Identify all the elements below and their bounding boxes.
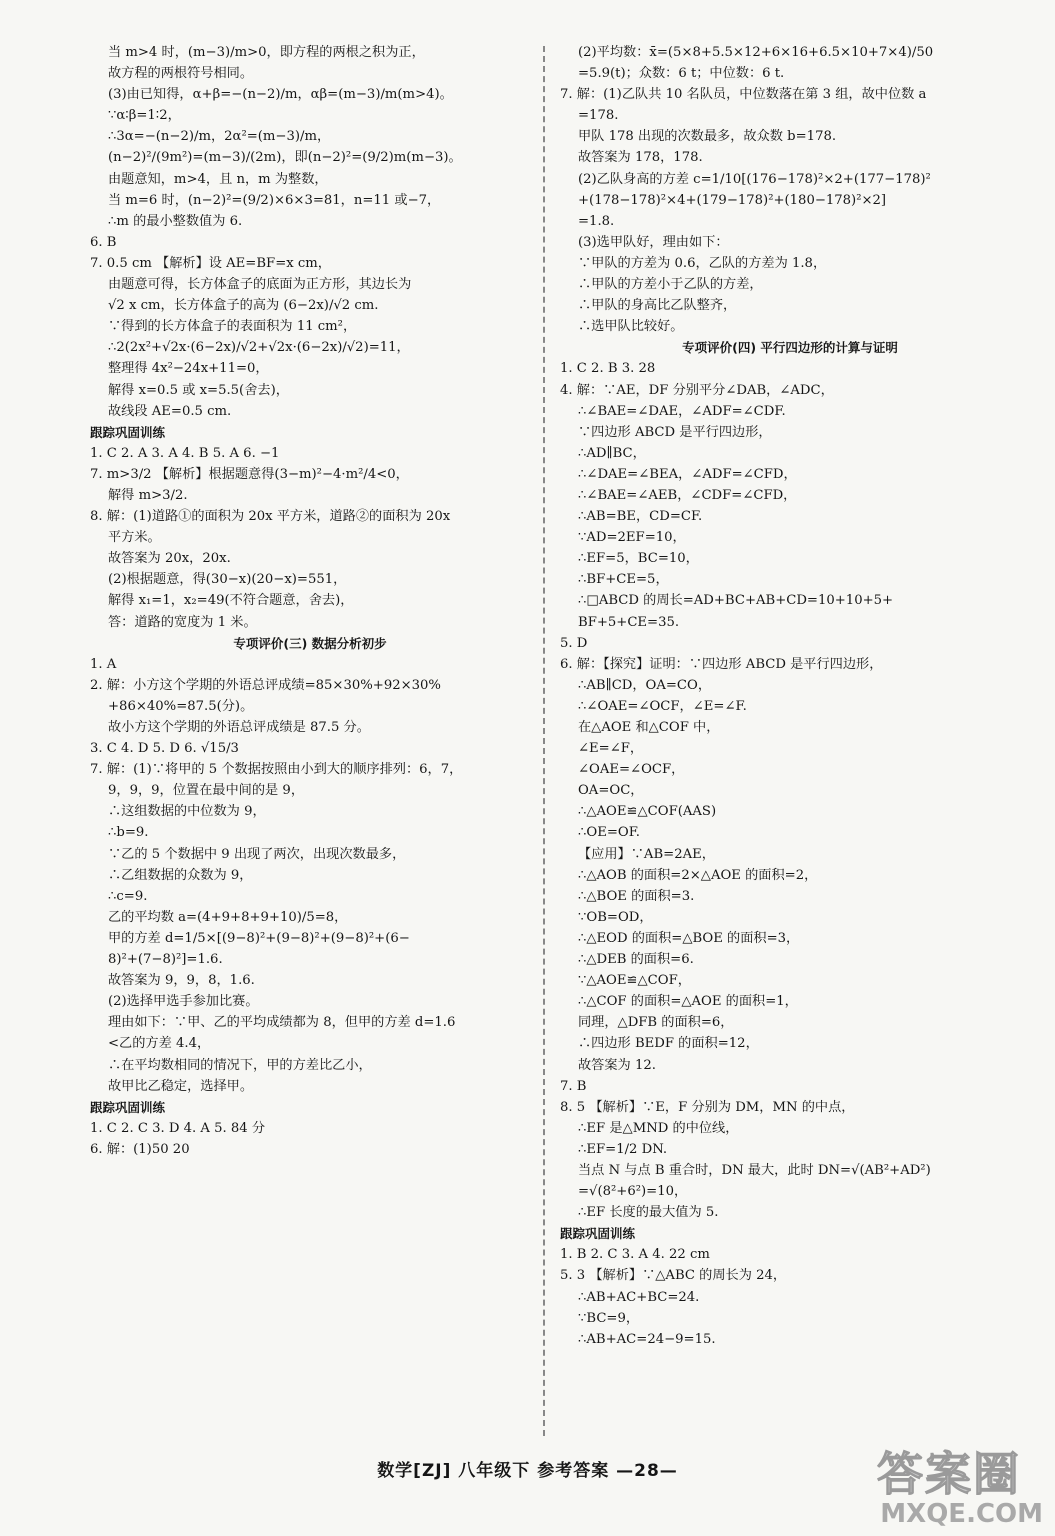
- answer-line: 8)²+(7−8)²]=1.6.: [108, 952, 223, 968]
- answer-line: 7. 0.5 cm 【解析】设 AE=BF=x cm，: [90, 255, 331, 271]
- answer-line: 故答案为 12.: [578, 1057, 656, 1073]
- answer-line: 1. B 2. C 3. A 4. 22 cm: [560, 1247, 710, 1263]
- page-footer: 数学[ZJ] 八年级下 参考答案 —28—: [377, 1461, 678, 1481]
- answer-line: ∴△AOB 的面积=2×△AOE 的面积=2，: [578, 867, 818, 883]
- right-column: [560, 42, 1020, 1350]
- answer-line: ∴OE=OF.: [578, 825, 640, 841]
- answer-line: 7. m>3/2 【解析】根据题意得(3−m)²−4·m²/4<0，: [90, 466, 409, 482]
- answer-line: 整理得 4x²−24x+11=0，: [108, 361, 269, 377]
- answer-line: =178.: [578, 108, 619, 124]
- left-column: [90, 42, 530, 1160]
- answer-line: ∴c=9.: [108, 888, 148, 904]
- answer-line: 理由如下：∵甲、乙的平均成绩都为 8，但甲的方差 d=1.6: [108, 1015, 456, 1031]
- answer-line: ∴∠BAE=∠AEB，∠CDF=∠CFD，: [578, 487, 797, 503]
- answer-line: ∵α∶β=1∶2，: [108, 108, 181, 124]
- answer-line: 解得 x₁=1，x₂=49(不符合题意，舍去)，: [108, 593, 354, 609]
- answer-line: 8. 5 【解析】∵E，F 分别为 DM，MN 的中点，: [560, 1099, 855, 1115]
- answer-line: (3)选甲队好，理由如下：: [578, 234, 729, 250]
- answer-line: ∴EF 长度的最大值为 5.: [578, 1205, 719, 1221]
- answer-line: ∴m 的最小整数值为 6.: [108, 213, 243, 229]
- answer-line: ∴EF=1/2 DN.: [578, 1141, 668, 1157]
- answer-line: ∴3α=−(n−2)/m，2α²=(m−3)/m，: [108, 129, 331, 145]
- answer-line: ∴EF=5，BC=10，: [578, 551, 699, 567]
- answer-line: ∵甲队的方差为 0.6，乙队的方差为 1.8，: [578, 255, 827, 271]
- answer-line: ∴∠DAE=∠BEA，∠ADF=∠CFD，: [578, 466, 797, 482]
- answer-line: ∴△DEB 的面积=6.: [578, 952, 694, 968]
- answer-line: ∴甲队的身高比乙队整齐，: [578, 298, 737, 314]
- answer-line: 6. B: [90, 234, 117, 250]
- answer-line: (3)由已知得，α+β=−(n−2)/m，αβ=(m−3)/m(m>4)。: [108, 87, 453, 103]
- answer-line: 6. 解：【探究】证明：∵四边形 ABCD 是平行四边形，: [560, 656, 883, 672]
- subsection-heading: 跟踪巩固训练: [560, 1226, 636, 1242]
- answer-line: 1. C 2. C 3. D 4. A 5. 84 分: [90, 1120, 266, 1136]
- answer-line: ∴BF+CE=5，: [578, 572, 669, 588]
- answer-line: (2)选择甲选手参加比赛。: [108, 994, 259, 1010]
- answer-line: 7. 解：(1)∵将甲的 5 个数据按照由小到大的顺序排列：6，7，: [90, 762, 463, 778]
- answer-line: (2)根据题意，得(30−x)(20−x)=551，: [108, 572, 347, 588]
- answer-line: (2)乙队身高的方差 c=1/10[(176−178)²×2+(177−178)²: [578, 171, 931, 187]
- answer-line: ∵OB=OD，: [578, 909, 653, 925]
- answer-line: ∴这组数据的中位数为 9，: [108, 804, 266, 820]
- answer-line: 由题意知，m>4，且 n，m 为整数，: [108, 171, 328, 187]
- answer-line: 1. C 2. A 3. A 4. B 5. A 6. −1: [90, 445, 280, 461]
- answer-line: 故答案为 20x，20x.: [108, 551, 231, 567]
- answer-line: ∴b=9.: [108, 825, 149, 841]
- answer-line: 故答案为 9，9，8，1.6.: [108, 973, 255, 989]
- answer-line: (n−2)²/(9m²)=(m−3)/(2m)，即(n−2)²=(9/2)m(m−3)。: [108, 150, 462, 166]
- answer-line: ∴△COF 的面积=△AOE 的面积=1，: [578, 994, 798, 1010]
- watermark-url: MXQE.COM: [880, 1499, 1043, 1529]
- answer-line: 9，9，9，位置在最中间的是 9，: [108, 783, 305, 799]
- answer-line: 解得 m>3/2.: [108, 487, 188, 503]
- answer-line: 7. 解：(1)乙队共 10 名队员，中位数落在第 3 组，故中位数 a: [560, 87, 927, 103]
- answer-line: 5. 3 【解析】∵△ABC 的周长为 24，: [560, 1268, 787, 1284]
- answer-line: ∴AD∥BC，: [578, 445, 646, 461]
- answer-line: 【应用】∵AB=2AE，: [578, 846, 715, 862]
- answer-line: 2. 解：小方这个学期的外语总评成绩=85×30%+92×30%: [90, 677, 441, 693]
- answer-line: 当 m>4 时，(m−3)/m>0，即方程的两根之积为正，: [108, 45, 425, 60]
- answer-line: 3. C 4. D 5. D 6. √15/3: [90, 741, 239, 757]
- answer-line: ∴∠BAE=∠DAE，∠ADF=∠CDF.: [578, 403, 786, 419]
- answer-line: BF+5+CE=35.: [578, 614, 680, 630]
- answer-line: 乙的平均数 a=(4+9+8+9+10)/5=8，: [108, 909, 348, 925]
- answer-line: 甲的方差 d=1/5×[(9−8)²+(9−8)²+(9−8)²+(6−: [108, 930, 410, 946]
- answer-line: +(178−178)²×4+(179−178)²+(180−178)²×2]: [578, 192, 887, 208]
- answer-line: =1.8.: [578, 213, 615, 229]
- answer-line: ∴EF 是△MND 的中位线，: [578, 1120, 739, 1136]
- answer-line: ∴在平均数相同的情况下，甲的方差比乙小，: [108, 1057, 372, 1073]
- answer-line: 故小方这个学期的外语总评成绩是 87.5 分。: [108, 720, 370, 735]
- answer-line: 7. B: [560, 1078, 587, 1094]
- subsection-heading: 跟踪巩固训练: [90, 1099, 166, 1115]
- answer-line: ∴AB+AC+BC=24.: [578, 1289, 700, 1305]
- answer-line: 1. C 2. B 3. 28: [560, 361, 656, 377]
- answer-line: ∴选甲队比较好。: [578, 319, 684, 335]
- answer-line: √2 x cm，长方体盒子的高为 (6−2x)/√2 cm.: [108, 298, 379, 314]
- answer-line: 故甲比乙稳定，选择甲。: [108, 1078, 254, 1094]
- answer-line: ∴AB+AC=24−9=15.: [578, 1331, 716, 1347]
- answer-line: ∴△BOE 的面积=3.: [578, 888, 695, 904]
- answer-line: ∴四边形 BEDF 的面积=12，: [578, 1036, 759, 1052]
- answer-line: ∴∠OAE=∠OCF，∠E=∠F.: [578, 698, 747, 714]
- answer-line: 解得 x=0.5 或 x=5.5(舍去)，: [108, 382, 289, 398]
- answer-line: ∴2(2x²+√2x·(6−2x)/√2+√2x·(6−2x)/√2)=11，: [108, 340, 410, 356]
- section-heading: 专项评价(四) 平行四边形的计算与证明: [682, 340, 898, 356]
- answer-line: ∠E=∠F，: [578, 741, 644, 757]
- answer-line: 在△AOE 和△COF 中，: [578, 720, 720, 735]
- column-divider: [543, 46, 545, 1436]
- answer-line: 由题意可得，长方体盒子的底面为正方形，其边长为: [108, 277, 412, 293]
- answer-line: 当 m=6 时，(n−2)²=(9/2)×6×3=81，n=11 或−7，: [108, 192, 441, 208]
- answer-line: 8. 解：(1)道路①的面积为 20x 平方米，道路②的面积为 20x: [90, 509, 451, 525]
- watermark: [877, 1448, 1047, 1530]
- answer-line: ∵△AOE≌△COF，: [578, 973, 691, 989]
- answer-line: ∵得到的长方体盒子的表面积为 11 cm²，: [108, 319, 357, 335]
- answer-line: 1. A: [90, 656, 117, 672]
- answer-line: (2)平均数：x̄=(5×8+5.5×12+6×16+6.5×10+7×4)/50: [578, 45, 934, 60]
- answer-line: =5.9(t)；众数：6 t；中位数：6 t.: [578, 66, 785, 82]
- answer-line: 故线段 AE=0.5 cm.: [108, 403, 232, 419]
- answer-line: 故方程的两根符号相同。: [108, 66, 254, 82]
- answer-line: <乙的方差 4.4，: [108, 1036, 211, 1052]
- answer-line: ∵AD=2EF=10，: [578, 530, 686, 546]
- answer-line: OA=OC，: [578, 783, 644, 799]
- answer-line: ∴乙组数据的众数为 9，: [108, 867, 253, 883]
- answer-line: ∴△AOE≌△COF(AAS): [578, 804, 717, 820]
- subsection-heading: 跟踪巩固训练: [90, 424, 166, 440]
- answer-line: 甲队 178 出现的次数最多，故众数 b=178.: [578, 129, 837, 145]
- answer-line: ∴□ABCD 的周长=AD+BC+AB+CD=10+10+5+: [578, 593, 894, 609]
- answer-line: 5. D: [560, 635, 588, 651]
- answer-line: 故答案为 178，178.: [578, 150, 703, 166]
- section-heading: 专项评价(三) 数据分析初步: [233, 635, 387, 651]
- answer-line: 4. 解：∵AE，DF 分别平分∠DAB，∠ADC，: [560, 382, 834, 398]
- answer-line: 6. 解：(1)50 20: [90, 1141, 190, 1157]
- answer-line: ∴AB∥CD，OA=CO，: [578, 677, 712, 693]
- answer-line: ∴甲队的方差小于乙队的方差，: [578, 277, 763, 293]
- answer-line: 答：道路的宽度为 1 米。: [108, 614, 257, 630]
- answer-line: +86×40%=87.5(分)。: [108, 698, 254, 714]
- answer-line: 平方米。: [108, 530, 161, 546]
- answer-line: ∠OAE=∠OCF，: [578, 762, 685, 778]
- answer-line: ∵BC=9，: [578, 1310, 640, 1326]
- watermark-logo: 答案圈: [877, 1447, 1021, 1501]
- answer-line: 当点 N 与点 B 重合时，DN 最大，此时 DN=√(AB²+AD²): [578, 1162, 931, 1178]
- answer-line: =√(8²+6²)=10，: [578, 1184, 688, 1200]
- answer-line: ∵乙的 5 个数据中 9 出现了两次，出现次数最多，: [108, 846, 406, 862]
- answer-line: 同理，△DFB 的面积=6，: [578, 1015, 734, 1031]
- answer-line: ∴△EOD 的面积=△BOE 的面积=3，: [578, 930, 800, 946]
- answer-line: ∴AB=BE，CD=CF.: [578, 509, 703, 525]
- answer-line: ∵四边形 ABCD 是平行四边形，: [578, 424, 772, 440]
